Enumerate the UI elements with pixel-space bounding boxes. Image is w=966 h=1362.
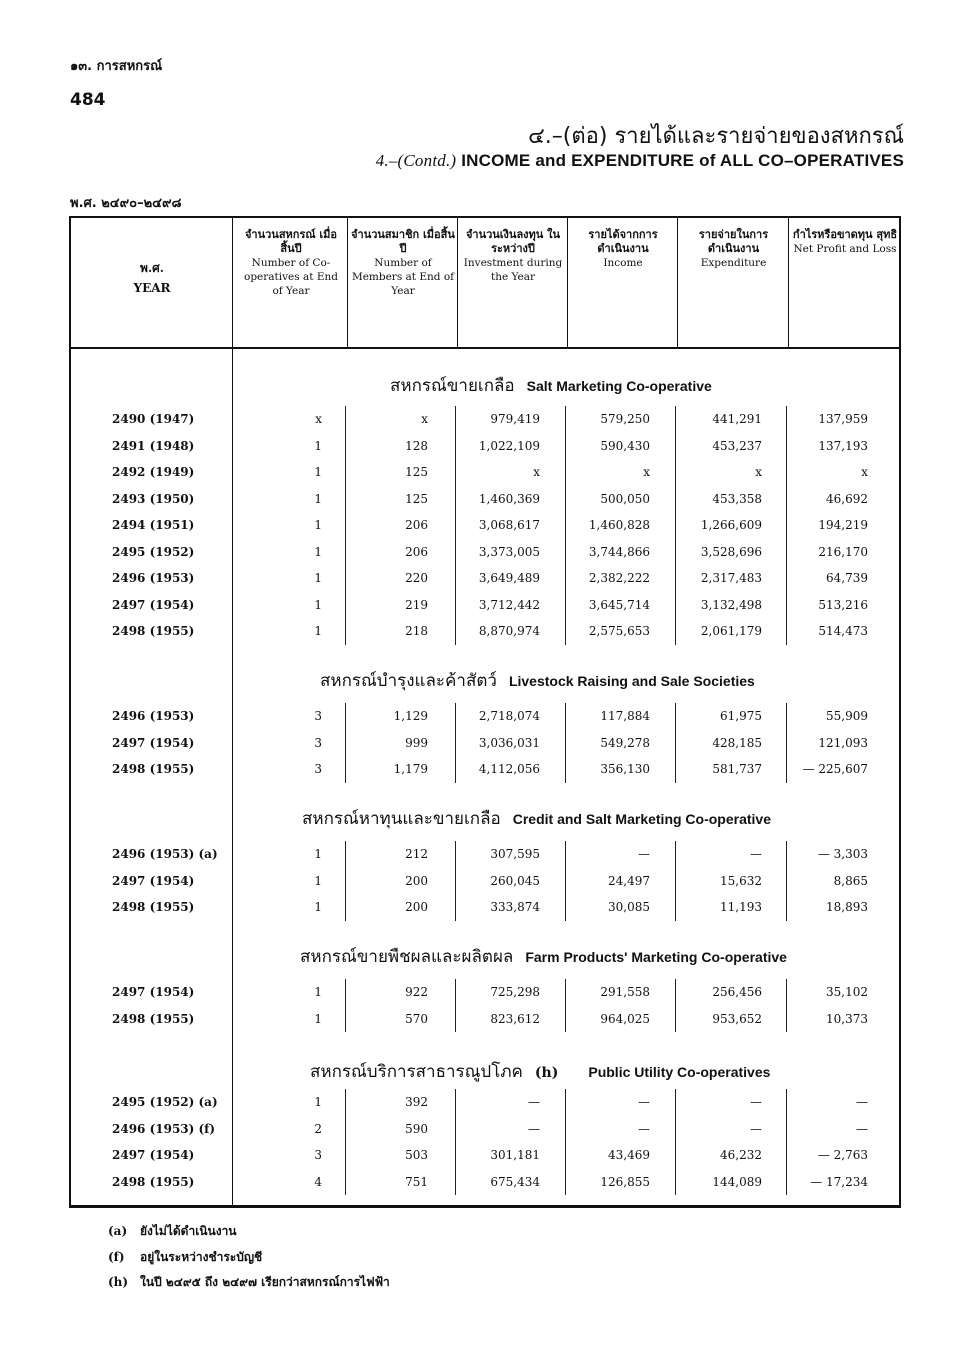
section-title-thai: สหกรณ์บำรุงและค้าสัตว์ <box>320 671 497 691</box>
coops-header-thai: จำนวนสหกรณ์ เมื่อสิ้นปี <box>244 228 338 255</box>
table-row <box>0 439 966 459</box>
cell-expenditure: 256,456 <box>712 985 762 999</box>
cell-expenditure: 3,528,696 <box>700 544 762 559</box>
cell-investment: 675,434 <box>490 1174 540 1189</box>
cell-expenditure: — <box>750 1121 762 1136</box>
cell-coops: 1 <box>314 873 322 888</box>
cell-investment: 301,181 <box>490 1148 540 1162</box>
cell-members: 125 <box>405 465 428 479</box>
cell-income: 2,575,653 <box>588 624 650 638</box>
cell-members: 212 <box>405 847 428 861</box>
cell-members: 128 <box>405 438 428 453</box>
cell-income: 590,430 <box>600 438 650 453</box>
cell-net: — 3,303 <box>817 847 868 861</box>
cell-investment: 3,068,617 <box>478 518 540 532</box>
page-title-thai: ๔.–(ต่อ) รายได้และรายจ่ายของสหกรณ์ <box>528 124 904 149</box>
cell-net: 46,692 <box>826 491 868 506</box>
cell-net: 64,739 <box>826 571 868 585</box>
cell-net: 137,959 <box>818 412 868 426</box>
cell-investment: 4,112,056 <box>478 762 540 776</box>
table-row <box>0 1122 966 1142</box>
table-row <box>0 985 966 1005</box>
cell-income: 500,050 <box>600 491 650 506</box>
section-title-thai: สหกรณ์ขายเกลือ <box>390 376 515 396</box>
cell-year: 2490 (1947) <box>112 412 195 426</box>
cell-members: 200 <box>405 873 428 888</box>
cell-coops: 1 <box>314 624 322 638</box>
cell-year: 2491 (1948) <box>112 438 195 453</box>
net-header-thai: กำไรหรือขาดทุน สุทธิ <box>792 228 898 241</box>
cell-expenditure: 15,632 <box>720 873 762 888</box>
table-row <box>0 518 966 538</box>
cell-year: 2497 (1954) <box>112 873 195 888</box>
net-header-english: Net Profit and Loss <box>793 243 897 255</box>
cell-members: 220 <box>405 571 428 585</box>
cell-expenditure: 428,185 <box>712 735 762 750</box>
running-head: ๑๓. การสหกรณ์ <box>70 59 163 74</box>
cell-net: 121,093 <box>818 735 868 750</box>
cell-coops: 1 <box>314 544 322 559</box>
cell-net: 18,893 <box>826 900 868 914</box>
cell-year: 2498 (1955) <box>112 762 195 776</box>
cell-income: 3,744,866 <box>588 544 650 559</box>
table-row <box>0 545 966 565</box>
cell-income: 549,278 <box>600 735 650 750</box>
cell-expenditure: — <box>750 1095 762 1109</box>
section-title <box>302 805 771 832</box>
cell-members: 1,129 <box>393 709 428 723</box>
members-header-english: Number of Members at End of Year <box>351 257 455 297</box>
cell-net: — <box>856 1121 868 1136</box>
cell-members: 392 <box>405 1095 428 1109</box>
section-title <box>310 1058 770 1085</box>
section-title-thai: สหกรณ์บริการสาธารณูปโภค <box>310 1062 523 1082</box>
cell-members: 570 <box>405 1011 428 1026</box>
cell-investment: 1,022,109 <box>478 438 540 453</box>
cell-year: 2498 (1955) <box>112 1011 195 1026</box>
table-row <box>0 1095 966 1115</box>
investment-header-english: Investment during the Year <box>463 257 563 283</box>
cell-investment: — <box>528 1095 540 1109</box>
year-header-english: YEAR <box>133 281 171 295</box>
cell-investment: x <box>533 465 540 479</box>
cell-coops: 1 <box>314 491 322 506</box>
section-title <box>300 943 787 970</box>
cell-members: 751 <box>405 1174 428 1189</box>
cell-expenditure: 453,358 <box>712 491 762 506</box>
cell-expenditure: 581,737 <box>712 762 762 776</box>
cell-coops: 2 <box>314 1121 322 1136</box>
expenditure-header-thai: รายจ่ายในการ ดำเนินงาน <box>698 228 769 255</box>
section-title <box>390 372 712 399</box>
table-row <box>0 1012 966 1032</box>
cell-year: 2495 (1952) (a) <box>112 1095 218 1109</box>
cell-net: — 225,607 <box>802 762 868 776</box>
year-header-thai: พ.ศ. <box>140 261 164 275</box>
year-range: พ.ศ. ๒๔๙๐–๒๔๙๘ <box>70 196 182 211</box>
cell-income: 2,382,222 <box>588 571 650 585</box>
cell-coops: 1 <box>314 571 322 585</box>
cell-net: — 17,234 <box>810 1174 868 1189</box>
cell-members: 206 <box>405 544 428 559</box>
cell-coops: 1 <box>314 847 322 861</box>
cell-net: 513,216 <box>818 597 868 612</box>
table-row <box>0 847 966 867</box>
cell-coops: 1 <box>314 1011 322 1026</box>
section-title-english: Farm Products' Marketing Co-operative <box>525 949 787 965</box>
cell-coops: 1 <box>314 465 322 479</box>
cell-income: 356,130 <box>600 762 650 776</box>
expenditure-header-english: Expenditure <box>700 257 767 269</box>
cell-net: 514,473 <box>818 624 868 638</box>
cell-coops: 3 <box>314 709 322 723</box>
table-row <box>0 1148 966 1168</box>
page-number: 484 <box>70 90 106 110</box>
section-title-thai: สหกรณ์ขายพืชผลและผลิตผล <box>300 947 514 967</box>
cell-year: 2495 (1952) <box>112 544 195 559</box>
cell-income: 579,250 <box>600 412 650 426</box>
section-title-english: Salt Marketing Co-operative <box>526 378 712 394</box>
cell-investment: 2,718,074 <box>478 709 540 723</box>
table-row <box>0 412 966 432</box>
cell-coops: x <box>315 412 322 426</box>
footnote-f <box>108 1248 262 1267</box>
cell-investment: 3,373,005 <box>478 544 540 559</box>
cell-income: 126,855 <box>600 1174 650 1189</box>
cell-investment: 725,298 <box>490 985 540 999</box>
cell-net: 35,102 <box>826 985 868 999</box>
members-header-thai: จำนวนสมาชิก เมื่อสิ้นปี <box>351 228 455 255</box>
income-header-thai: รายได้จากการ ดำเนินงาน <box>588 228 658 255</box>
cell-members: 125 <box>405 491 428 506</box>
cell-expenditure: 1,266,609 <box>700 518 762 532</box>
cell-year: 2497 (1954) <box>112 1148 195 1162</box>
cell-year: 2498 (1955) <box>112 900 195 914</box>
cell-income: x <box>643 465 650 479</box>
cell-investment: 8,870,974 <box>478 624 540 638</box>
table-row <box>0 465 966 485</box>
cell-year: 2498 (1955) <box>112 624 195 638</box>
cell-coops: 1 <box>314 985 322 999</box>
cell-investment: 979,419 <box>490 412 540 426</box>
table-row <box>0 1175 966 1195</box>
cell-net: — 2,763 <box>817 1148 868 1162</box>
section-title-thai: สหกรณ์หาทุนและขายเกลือ <box>302 809 501 829</box>
cell-income: 43,469 <box>608 1148 650 1162</box>
title-prefix: 4.–(Contd.) <box>375 151 457 170</box>
cell-year: 2497 (1954) <box>112 985 195 999</box>
cell-year: 2492 (1949) <box>112 465 195 479</box>
cell-coops: 1 <box>314 900 322 914</box>
table-row <box>0 571 966 591</box>
cell-year: 2497 (1954) <box>112 735 195 750</box>
title-text: INCOME and EXPENDITURE of ALL CO–OPERATIVES <box>461 151 904 170</box>
cell-coops: 1 <box>314 597 322 612</box>
cell-members: 219 <box>405 597 428 612</box>
cell-investment: 3,036,031 <box>478 735 540 750</box>
cell-expenditure: 2,061,179 <box>700 624 762 638</box>
section-title-note: (h) <box>534 1065 559 1081</box>
cell-income: 291,558 <box>600 985 650 999</box>
section-title-english: Credit and Salt Marketing Co-operative <box>512 811 772 827</box>
footnote-key: (h) <box>108 1275 129 1289</box>
cell-income: 3,645,714 <box>588 597 650 612</box>
cell-year: 2498 (1955) <box>112 1174 195 1189</box>
cell-net: — <box>856 1095 868 1109</box>
cell-net: 55,909 <box>826 709 868 723</box>
footnote-h <box>108 1273 390 1292</box>
table-row <box>0 762 966 782</box>
cell-expenditure: — <box>750 847 762 861</box>
cell-expenditure: 453,237 <box>712 438 762 453</box>
cell-income: — <box>638 1095 650 1109</box>
cell-investment: 307,595 <box>490 847 540 861</box>
cell-net: 8,865 <box>833 873 868 888</box>
cell-members: 503 <box>405 1148 428 1162</box>
section-title-english: Public Utility Co-operatives <box>588 1064 771 1080</box>
cell-expenditure: x <box>755 465 762 479</box>
cell-investment: 3,712,442 <box>478 597 540 612</box>
cell-year: 2493 (1950) <box>112 491 195 506</box>
cell-investment: 260,045 <box>490 873 540 888</box>
investment-header-thai: จำนวนเงินลงทุน ในระหว่างปี <box>465 228 561 255</box>
cell-expenditure: 11,193 <box>720 900 762 914</box>
cell-coops: 3 <box>314 735 322 750</box>
cell-net: 10,373 <box>826 1011 868 1026</box>
table-row <box>0 492 966 512</box>
cell-coops: 1 <box>314 438 322 453</box>
cell-investment: — <box>528 1121 540 1136</box>
cell-members: 999 <box>405 735 428 750</box>
cell-net: 137,193 <box>818 438 868 453</box>
cell-members: 200 <box>405 900 428 914</box>
table-row <box>0 900 966 920</box>
cell-expenditure: 3,132,498 <box>700 597 762 612</box>
cell-year: 2494 (1951) <box>112 518 195 532</box>
cell-members: 590 <box>405 1121 428 1136</box>
cell-coops: 3 <box>314 1148 322 1162</box>
table-row <box>0 624 966 644</box>
cell-expenditure: 144,089 <box>712 1174 762 1189</box>
cell-expenditure: 441,291 <box>712 412 762 426</box>
cell-expenditure: 2,317,483 <box>700 571 762 585</box>
cell-net: x <box>861 465 868 479</box>
footnote-text: ยังไม่ได้ดำเนินงาน <box>140 1224 237 1238</box>
cell-net: 194,219 <box>818 518 868 532</box>
cell-income: 117,884 <box>600 709 650 723</box>
cell-coops: 1 <box>314 518 322 532</box>
footnote-a <box>108 1222 237 1241</box>
footnote-text: ในปี ๒๔๙๕ ถึง ๒๔๙๗ เรียกว่าสหกรณ์การไฟฟ้า <box>140 1275 390 1289</box>
cell-income: 24,497 <box>608 873 650 888</box>
cell-investment: 1,460,369 <box>478 491 540 506</box>
cell-year: 2497 (1954) <box>112 597 195 612</box>
cell-expenditure: 953,652 <box>712 1011 762 1026</box>
cell-investment: 3,649,489 <box>478 571 540 585</box>
cell-year: 2496 (1953) <box>112 571 195 585</box>
cell-income: — <box>638 1121 650 1136</box>
cell-members: 206 <box>405 518 428 532</box>
cell-investment: 823,612 <box>490 1011 540 1026</box>
cell-investment: 333,874 <box>490 900 540 914</box>
footnote-key: (f) <box>108 1250 125 1264</box>
table-row <box>0 874 966 894</box>
cell-income: 964,025 <box>600 1011 650 1026</box>
cell-members: 218 <box>405 624 428 638</box>
cell-members: 1,179 <box>393 762 428 776</box>
coops-header-english: Number of Co-operatives at End of Year <box>244 257 338 297</box>
table-row <box>0 598 966 618</box>
cell-year: 2496 (1953) <box>112 709 195 723</box>
cell-expenditure: 61,975 <box>720 709 762 723</box>
cell-net: 216,170 <box>818 544 868 559</box>
cell-year: 2496 (1953) (a) <box>112 847 218 861</box>
cell-expenditure: 46,232 <box>720 1148 762 1162</box>
income-header-english: Income <box>603 257 643 269</box>
cell-income: 1,460,828 <box>588 518 650 532</box>
section-title <box>320 667 755 694</box>
section-title-english: Livestock Raising and Sale Societies <box>508 673 755 689</box>
footnote-text: อยู่ในระหว่างชำระบัญชี <box>140 1250 263 1264</box>
cell-income: — <box>638 847 650 861</box>
table-row <box>0 709 966 729</box>
cell-income: 30,085 <box>608 900 650 914</box>
table-row <box>0 736 966 756</box>
cell-coops: 3 <box>314 762 322 776</box>
cell-members: x <box>421 412 428 426</box>
cell-members: 922 <box>405 985 428 999</box>
footnote-key: (a) <box>108 1224 128 1238</box>
cell-coops: 1 <box>314 1095 322 1109</box>
cell-year: 2496 (1953) (f) <box>112 1121 216 1136</box>
cell-coops: 4 <box>314 1174 322 1189</box>
